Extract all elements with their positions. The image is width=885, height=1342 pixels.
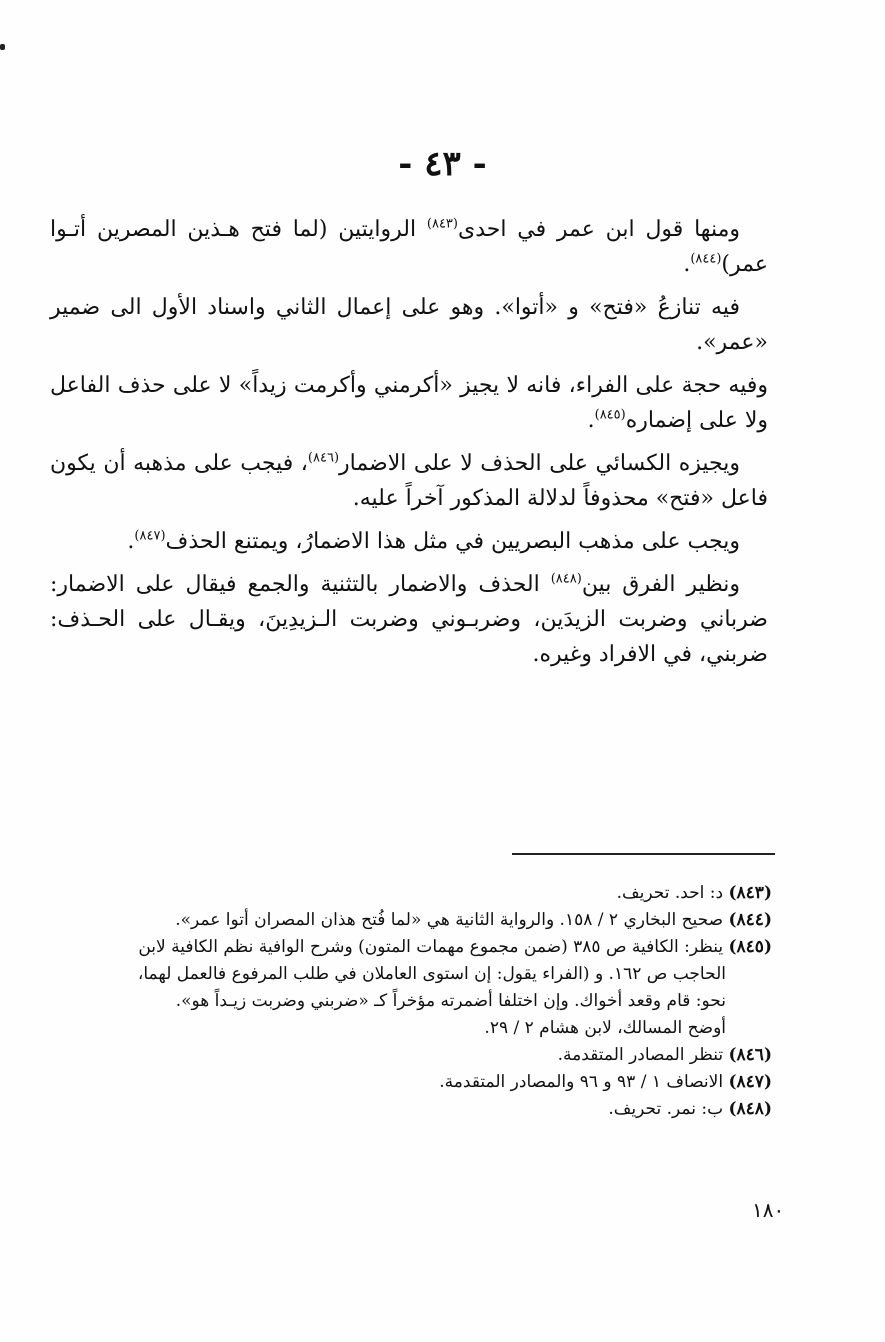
footnote-ref-843: (٨٤٣) [426,216,458,232]
footnote-845 [60,934,772,961]
footnote-ref-847: (٨٤٧) [134,528,166,544]
footnote-ref-848: (٨٤٨) [550,571,582,587]
footnote-text: ب: نمر. تحريف. [608,1099,724,1119]
paragraph-4-text-cont: ، فيجب على مذهبه أن يكون فاعل «فتح» محذوفاً لدلالة المذكور آخراً عليه. [50,451,768,511]
footnote-number: (٨٤٦) [728,1045,772,1065]
footnote-text: صحيح البخاري ٢ / ١٥٨. والرواية الثانية هي «لما فُتح هذان المصران أتوا عمر». [175,910,724,930]
footnote-ref-845: (٨٤٥) [594,407,626,423]
footnote-843 [60,880,772,907]
footnote-text: الانصاف ١ / ٩٣ و ٩٦ والمصادر المتقدمة. [439,1072,724,1092]
paragraph-3: وفيه حجة على الفراء، فانه لا يجيز «أكرمني وأكرمت زيداً» لا على حذف الفاعل ولا على إضماره$^{(٨٤٥)}$. [50,373,769,433]
footnote-844 [60,907,772,934]
footnote-number: (٨٤٧) [728,1072,772,1092]
paragraph-3-text: وفيه حجة على الفراء، فانه لا يجيز «أكرمني وأكرمت زيداً» لا على حذف الفاعل ولا على إضماره [50,373,769,433]
footnote-ref-844: (٨٤٤) [690,251,722,267]
footnote-846 [60,1042,772,1069]
footnote-number: (٨٤٤) [728,910,772,930]
paragraph-4-text: ويجيزه الكسائي على الحذف لا على الاضمار [339,451,741,476]
footnote-845-line-4: أوضح المسالك، لابن هشام ٢ / ٢٩. [484,1018,726,1038]
paragraph-1-quote: الروايتين (لما فتح هـذين المصرين أتـوا عمر) [50,217,768,277]
footnote-text: ينظر: الكافية ص ٣٨٥ (ضمن مجموع مهمات المتون) وشرح الوافية نظم الكافية لابن [138,937,724,957]
footnote-number: (٨٤٣) [728,883,772,903]
paragraph-1-text: ومنها قول ابن عمر في احدى [458,217,740,242]
paragraph-1: ومنها قول ابن عمر في احدى$^{(٨٤٣)}$ الروايتين (لما فتح هـذين المصرين أتـوا عمر)$^{(٨٤٤)}$. [50,216,768,277]
paragraph-6-text: ونظير الفرق بين [581,572,740,597]
footnote-number: (٨٤٥) [728,937,772,957]
footnote-text: تنظر المصادر المتقدمة. [557,1045,724,1065]
paragraph-4 [50,446,768,516]
footnote-text: د: احد. تحريف. [616,883,724,903]
paragraph-5: ويجب على مذهب البصريين في مثل هذا الاضمارُ، ويمتنع الحذف$^{(٨٤٧)}$. [127,528,740,554]
footnote-ref-846: (٨٤٦) [307,450,340,466]
paragraph-6-text-cont: الحذف والاضمار بالتثنية والجمع فيقال على الاضمار: ضرباني وضربت الزيدَين، وضربـوني وضربت الـزيدِينَ، ويقـال على الحـذف: ضربني، في الافراد وغيره. [50,572,768,667]
scan-speck [0,44,5,50]
paragraph-6 [50,567,768,672]
paragraph-5-text: ويجب على مذهب البصريين في مثل هذا الاضمارُ، ويمتنع الحذف [165,529,740,554]
page-number: ١٨٠ [752,1198,785,1222]
page-heading: - ٤٣ - [398,144,487,184]
footnote-848 [60,1096,772,1123]
main-text [50,212,768,680]
footnote-847 [60,1069,772,1096]
footnote-divider [512,853,775,855]
footnote-845-line-3: نحو: قام وقعد أخواك. وإن اختلفا أضمرته مؤخراً كـ «ضربني وضربت زيـداً هو». [175,991,726,1011]
footnote-number: (٨٤٨) [728,1099,772,1119]
footnotes [60,880,772,1123]
paragraph-2: فيه تنازعُ «فتح» و «أتوا». وهو على إعمال الثاني واسناد الأول الى ضمير «عمر». [50,295,768,355]
footnote-845-line-2: الحاجب ص ١٦٢. و (الفراء يقول: إن استوى العاملان في طلب المرفوع فالعمل لهما، [137,964,726,984]
